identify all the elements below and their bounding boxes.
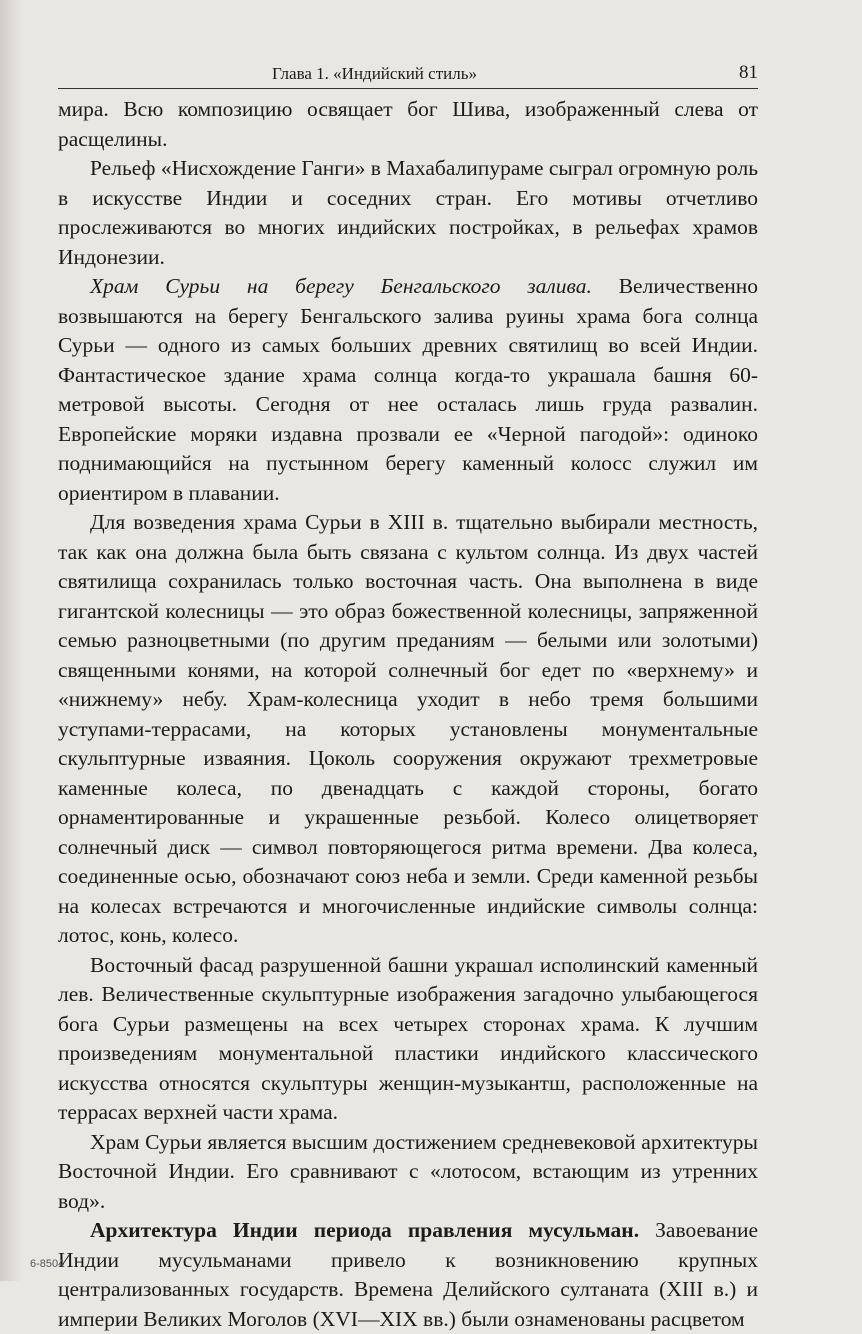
section-lead-bold: Архитектура Индии периода правления мусульман. (90, 1218, 640, 1242)
page-number: 81 (739, 62, 758, 83)
paragraph-6 (58, 1128, 758, 1217)
paragraph-4 (58, 508, 758, 951)
paragraph-1 (58, 95, 758, 154)
paragraph-text: мира. Всю композицию освящает бог Шива, изображенный слева от расщелины. (58, 97, 758, 151)
page-gutter-shadow (0, 0, 22, 1281)
section-lead-italic: Храм Сурьи на берегу Бенгальского залива. (90, 274, 592, 298)
paragraph-7 (58, 1216, 758, 1334)
paragraph-text: Рельеф «Нисхождение Ганги» в Махабалипураме сыграл огромную роль в искусстве Индии и соседних стран. Его мотивы отчетливо прослеживаются во многих индийских постройках, в рельефах храмов Индонезии. (58, 156, 758, 269)
paragraph-text: Для возведения храма Сурьи в XIII в. тщательно выбирали местность, так как она должна была быть связана с культом солнца. Из двух частей святилища сохранилась только восточная часть. Она выполнена в виде гигантской колесницы — это образ божественной колесницы, запряженной семью разноцветными (по другим преданиям — белыми или золотыми) священными конями, на которой солнечный бог едет по «верхнему» и «нижнему» небу. Храм-колесница уходит в небо тремя большими уступами-террасами, на которых установлены монументальные скульптурные изваяния. Цоколь сооружения окружают трехметровые каменные колеса, по двенадцать с каждой стороны, богато орнаментированные и украшенные резьбой. Колесо олицетворяет солнечный диск — символ повторяющегося ритма времени. Два колеса, соединенные осью, обозначают союз неба и земли. Среди каменной резьбы на колесах встречаются и многочисленные индийские символы солнца: лотос, конь, колесо. (58, 510, 758, 947)
running-head (58, 56, 758, 89)
paragraph-text: Величественно возвышаются на берегу Бенгальского залива руины храма бога солнца Сурьи — одного из самых больших древних святилищ во всей Индии. Фантастическое здание храма солнца когда-то украшала башня 60-метровой высоты. Сегодня от нее осталась лишь груда развалин. Европейские моряки издавна прозвали ее «Черной пагодой»: одиноко поднимающийся на пустынном берегу каменный колосс служил им ориентиром в плавании. (58, 274, 758, 505)
book-page (58, 56, 758, 1334)
paragraph-3 (58, 272, 758, 508)
printer-signature: 6-8504 (30, 1258, 65, 1270)
paragraph-2 (58, 154, 758, 272)
paragraph-text: Завоевание Индии мусульманами привело к возникновению крупных централизованных государств. Времена Делийского султаната (XIII в.) и империи Великих Моголов (XVI—XIX вв.) были ознаменованы расцветом (58, 1218, 759, 1331)
paragraph-text: Храм Сурьи является высшим достижением средневековой архитектуры Восточной Индии. Его сравнивают с «лотосом, встающим из утренних вод». (58, 1129, 758, 1213)
running-title: Глава 1. «Индийский стиль» (272, 64, 477, 83)
paragraph-5 (58, 951, 758, 1128)
body-text (58, 95, 758, 1334)
paragraph-text: Восточный фасад разрушенной башни украшал исполинский каменный лев. Величественные скульптурные изображения загадочно улыбающегося бога Сурьи размещены на всех четырех сторонах храма. К лучшим произведениям монументальной пластики индийского классического искусства относятся скульптуры женщин-музыкантш, расположенные на террасах верхней части храма. (58, 952, 758, 1124)
